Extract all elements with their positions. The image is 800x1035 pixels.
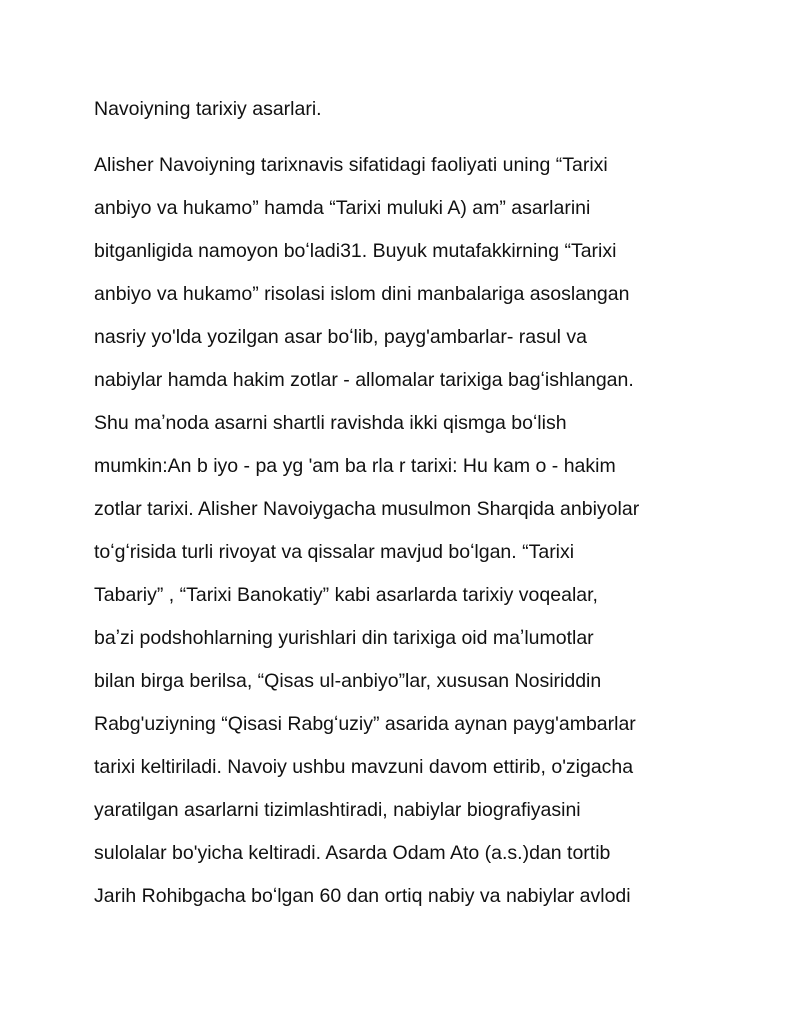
text-line: nasriy yo'lda yozilgan asar boʻlib, payg'ambarlar- rasul va [94, 326, 588, 348]
text-line: zotlar tarixi. Alisher Navoiygacha musulmon Sharqida anbiyolar [94, 498, 640, 520]
text-line: bilan birga berilsa, “Qisas ul-anbiyo”lar, xususan Nosiriddin [94, 670, 602, 692]
text-line: Shu maʼnoda asarni shartli ravishda ikki qismga boʻlish [94, 412, 567, 434]
text-line: bitganligida namoyon boʻladi31. Buyuk mutafakkirning “Tarixi [94, 240, 617, 262]
text-line: baʼzi podshohlarning yurishlari din tarixiga oid maʼlumotlar [94, 627, 594, 649]
text-line: Alisher Navoiyning tarixnavis sifatidagi faoliyati uning “Tarixi [94, 154, 608, 176]
text-line: Rabg'uziyning “Qisasi Rabgʻuziy” asarida aynan payg'ambarlar [94, 713, 636, 735]
text-line: tarixi keltiriladi. Navoiy ushbu mavzuni davom ettirib, o'zigacha [94, 756, 634, 778]
text-line: Tabariy” , “Tarixi Banokatiy” kabi asarlarda tarixiy voqealar, [94, 584, 598, 606]
text-line: nabiylar hamda hakim zotlar - allomalar tarixiga bagʻishlangan. [94, 369, 634, 391]
text-line: mumkin:An b iyo - pa yg 'am ba rla r tarixi: Hu kam o - hakim [94, 455, 616, 477]
text-line: sulolalar bo'yicha keltiradi. Asarda Odam Ato (a.s.)dan tortib [94, 842, 611, 864]
document-body [94, 91, 734, 921]
document-title: Navoiyning tarixiy asarlari. [94, 98, 322, 120]
text-line: yaratilgan asarlarni tizimlashtiradi, nabiylar biografiyasini [94, 799, 581, 821]
text-line: toʻgʻrisida turli rivoyat va qissalar mavjud boʻlgan. “Tarixi [94, 541, 575, 563]
paragraph [94, 147, 734, 921]
text-line: Jarih Rohibgacha boʻlgan 60 dan ortiq nabiy va nabiylar avlodi [94, 885, 631, 907]
text-line: anbiyo va hukamo” risolasi islom dini manbalariga asoslangan [94, 283, 630, 305]
text-line: anbiyo va hukamo” hamda “Tarixi muluki A) am” asarlarini [94, 197, 591, 219]
